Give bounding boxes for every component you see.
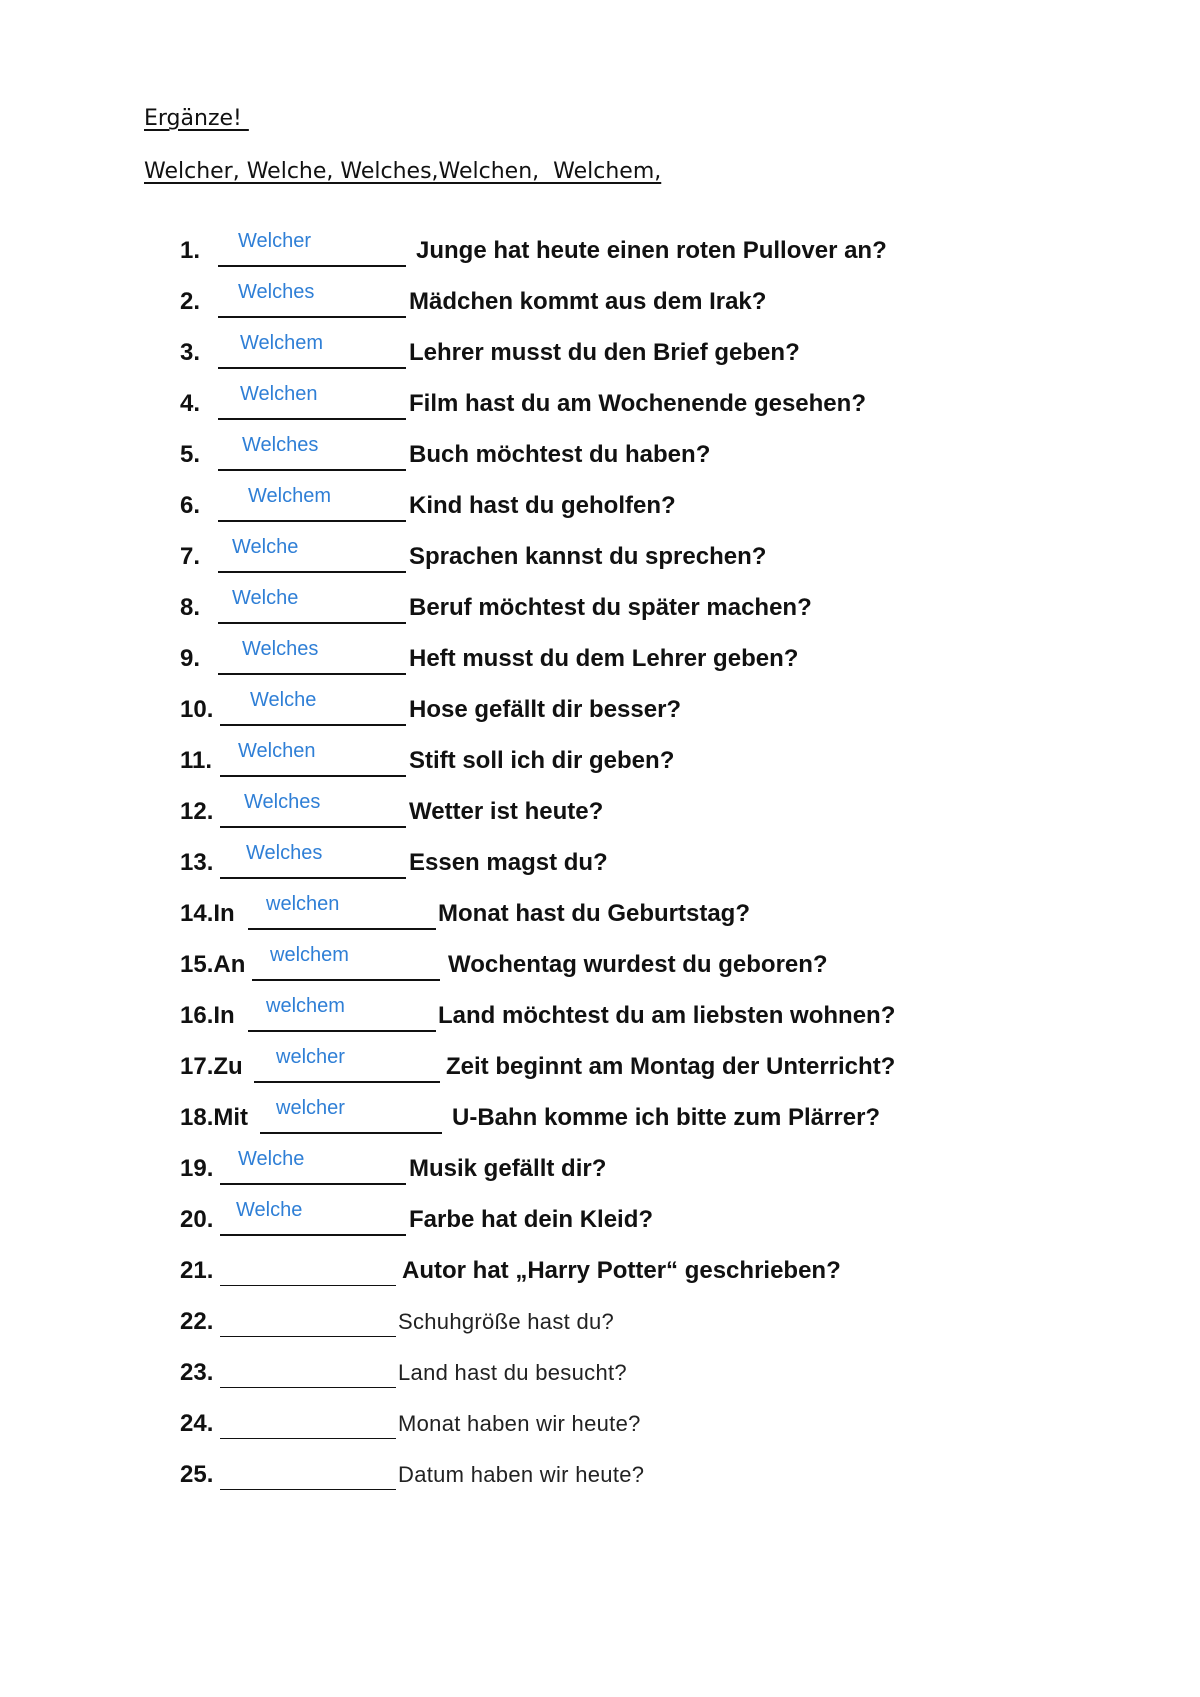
answer-blank[interactable] <box>220 792 406 828</box>
item-number: 24. <box>180 1410 214 1437</box>
item-number: 9. <box>180 645 201 672</box>
filled-answer: Welchem <box>240 332 323 354</box>
filled-answer: Welche <box>238 1148 305 1170</box>
filled-answer: Welche <box>236 1199 303 1221</box>
question-text: Mädchen kommt aus dem Irak? <box>409 288 767 315</box>
item-number: 11. <box>180 747 213 774</box>
question-text: Heft musst du dem Lehrer geben? <box>409 645 799 672</box>
filled-answer: Welcher <box>238 230 311 252</box>
item-number: 8. <box>180 594 201 621</box>
word-bank: Welcher, Welche, Welches,Welchen, Welchem, <box>144 159 662 184</box>
worksheet-title: Ergänze! <box>144 106 249 131</box>
filled-answer: welchem <box>270 944 349 966</box>
question-text: Film hast du am Wochenende gesehen? <box>409 390 866 417</box>
item-number: 6. <box>180 492 201 519</box>
item-number: 13. <box>180 849 214 876</box>
filled-answer: Welches <box>242 434 319 456</box>
question-text: Beruf möchtest du später machen? <box>409 594 812 621</box>
answer-blank[interactable] <box>218 639 406 675</box>
question-text: Wetter ist heute? <box>409 798 604 825</box>
question-text: Zeit beginnt am Montag der Unterricht? <box>446 1053 896 1080</box>
item-number: 23. <box>180 1359 214 1386</box>
question-text: Land möchtest du am liebsten wohnen? <box>438 1002 896 1029</box>
filled-answer: Welche <box>250 689 317 711</box>
question-text: Datum haben wir heute? <box>398 1462 645 1487</box>
answer-blank[interactable] <box>220 741 406 777</box>
filled-answer: welchem <box>266 995 345 1017</box>
item-number: 20. <box>180 1206 214 1233</box>
question-text: Wochentag wurdest du geboren? <box>448 951 828 978</box>
question-text: Buch möchtest du haben? <box>409 441 711 468</box>
filled-answer: welcher <box>276 1097 345 1119</box>
item-number: 22. <box>180 1308 214 1335</box>
answer-blank[interactable] <box>218 384 406 420</box>
answer-blank[interactable] <box>220 1149 406 1185</box>
answer-blank[interactable] <box>220 1251 396 1286</box>
filled-answer: Welchen <box>238 740 316 762</box>
item-number: 1. <box>180 237 201 264</box>
item-number: 12. <box>180 798 214 825</box>
answer-blank[interactable] <box>218 282 406 318</box>
answer-blank[interactable] <box>254 1047 440 1083</box>
filled-answer: Welches <box>244 791 321 813</box>
question-text: Autor hat „Harry Potter“ geschrieben? <box>402 1257 841 1284</box>
item-number: 16.In <box>180 1002 235 1029</box>
item-number: 2. <box>180 288 201 315</box>
item-number: 21. <box>180 1257 214 1284</box>
answer-blank[interactable] <box>218 588 406 624</box>
item-number: 17.Zu <box>180 1053 243 1080</box>
filled-answer: Welches <box>238 281 315 303</box>
filled-answer: Welche <box>232 536 299 558</box>
answer-blank[interactable] <box>220 843 406 879</box>
question-text: Sprachen kannst du sprechen? <box>409 543 767 570</box>
item-number: 15.An <box>180 951 246 978</box>
question-text: Essen magst du? <box>409 849 608 876</box>
question-text: Farbe hat dein Kleid? <box>409 1206 654 1233</box>
answer-blank[interactable] <box>248 996 436 1032</box>
item-number: 3. <box>180 339 201 366</box>
item-number: 19. <box>180 1155 214 1182</box>
answer-blank[interactable] <box>220 1455 396 1490</box>
item-number: 14.In <box>180 900 235 927</box>
answer-blank[interactable] <box>220 1353 396 1388</box>
question-text: Junge hat heute einen roten Pullover an? <box>416 237 887 264</box>
question-text: Monat hast du Geburtstag? <box>438 900 750 927</box>
question-text: Hose gefällt dir besser? <box>409 696 682 723</box>
question-text: Schuhgröße hast du? <box>398 1309 615 1334</box>
question-text: Musik gefällt dir? <box>409 1155 607 1182</box>
item-number: 4. <box>180 390 201 417</box>
answer-blank[interactable] <box>252 945 440 981</box>
answer-blank[interactable] <box>220 690 406 726</box>
filled-answer: welchen <box>266 893 340 915</box>
answer-blank[interactable] <box>220 1302 396 1337</box>
answer-blank[interactable] <box>218 537 406 573</box>
item-number: 5. <box>180 441 201 468</box>
answer-blank[interactable] <box>218 333 406 369</box>
item-number: 7. <box>180 543 201 570</box>
item-number: 25. <box>180 1461 214 1488</box>
question-text: U-Bahn komme ich bitte zum Plärrer? <box>452 1104 881 1131</box>
answer-blank[interactable] <box>260 1098 442 1134</box>
item-number: 10. <box>180 696 214 723</box>
answer-blank[interactable] <box>218 231 406 267</box>
filled-answer: welcher <box>276 1046 345 1068</box>
filled-answer: Welches <box>246 842 323 864</box>
filled-answer: Welches <box>242 638 319 660</box>
filled-answer: Welchem <box>248 485 331 507</box>
question-text: Lehrer musst du den Brief geben? <box>409 339 800 366</box>
question-text: Kind hast du geholfen? <box>409 492 676 519</box>
answer-blank[interactable] <box>218 486 406 522</box>
question-text: Stift soll ich dir geben? <box>409 747 675 774</box>
answer-blank[interactable] <box>220 1404 396 1439</box>
answer-blank[interactable] <box>220 1200 406 1236</box>
question-text: Land hast du besucht? <box>398 1360 627 1385</box>
question-text: Monat haben wir heute? <box>398 1411 641 1436</box>
answer-blank[interactable] <box>248 894 436 930</box>
answer-blank[interactable] <box>218 435 406 471</box>
filled-answer: Welchen <box>240 383 318 405</box>
filled-answer: Welche <box>232 587 299 609</box>
item-number: 18.Mit <box>180 1104 249 1131</box>
